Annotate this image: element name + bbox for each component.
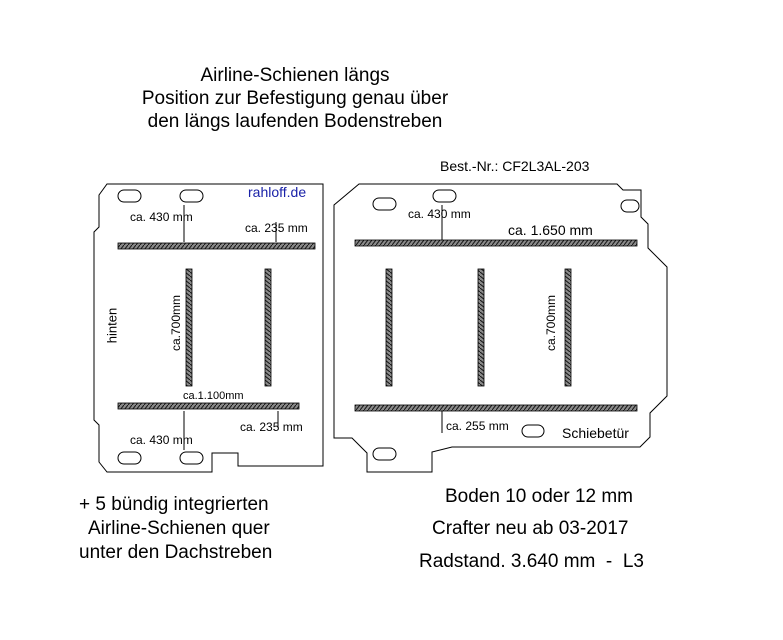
right-rail-vertical-2 [478,269,484,386]
title-line-3: den längs laufenden Bodenstreben [147,111,443,132]
right-hole-bottom-2 [522,425,544,437]
left-rail-vertical-1 [186,269,192,386]
left-hole-top-1 [118,190,141,202]
right-rail-vertical-3 [565,269,571,386]
order-number: Best.-Nr.: CF2L3AL-203 [440,158,590,174]
left-dim-top-right: ca. 235 mm [245,221,308,235]
right-rail-horizontal-bottom [355,405,637,411]
right-hole-top-2 [433,190,456,202]
left-hole-bottom-1 [118,452,141,464]
right-dim-bottom: ca. 255 mm [446,419,509,433]
note-right-line-1: Boden 10 oder 12 mm [445,486,634,507]
left-dim-rail-length: ca.1.100mm [183,390,244,402]
right-rail-horizontal-top [355,240,637,246]
left-rail-horizontal-bottom [118,403,299,409]
left-dim-bottom-left: ca. 430 mm [130,433,193,447]
note-right-line-2: Crafter neu ab 03-2017 [432,518,629,539]
left-dim-vertical: ca.700mm [169,294,183,352]
right-label-sliding-door: Schiebetür [562,425,629,441]
note-left-line-1: + 5 bündig integrierten [79,494,269,515]
right-dim-rail-length: ca. 1.650 mm [508,222,593,238]
right-rail-vertical-1 [386,269,392,386]
left-dim-bottom-right: ca. 235 mm [240,420,303,434]
left-label-rear: hinten [104,307,120,344]
right-hole-top-3 [621,200,639,212]
right-hole-top-1 [373,198,396,210]
left-rail-horizontal-top [118,243,315,249]
note-right-line-3: Radstand. 3.640 mm - L3 [419,551,644,572]
left-hole-top-2 [180,190,203,202]
note-left-line-2: Airline-Schienen quer [88,518,270,539]
right-dim-top-left: ca. 430 mm [408,207,471,221]
title-line-1: Airline-Schienen längs [200,65,390,86]
title-line-2: Position zur Befestigung genau über [141,88,449,109]
note-left-line-3: unter den Dachstreben [79,542,273,563]
left-hole-bottom-2 [180,452,203,464]
left-rail-vertical-2 [265,269,271,386]
right-dim-vertical: ca.700mm [544,294,558,352]
right-hole-bottom-1 [373,448,396,460]
brand-link[interactable]: rahloff.de [248,184,307,200]
left-dim-top-left: ca. 430 mm [130,210,193,224]
